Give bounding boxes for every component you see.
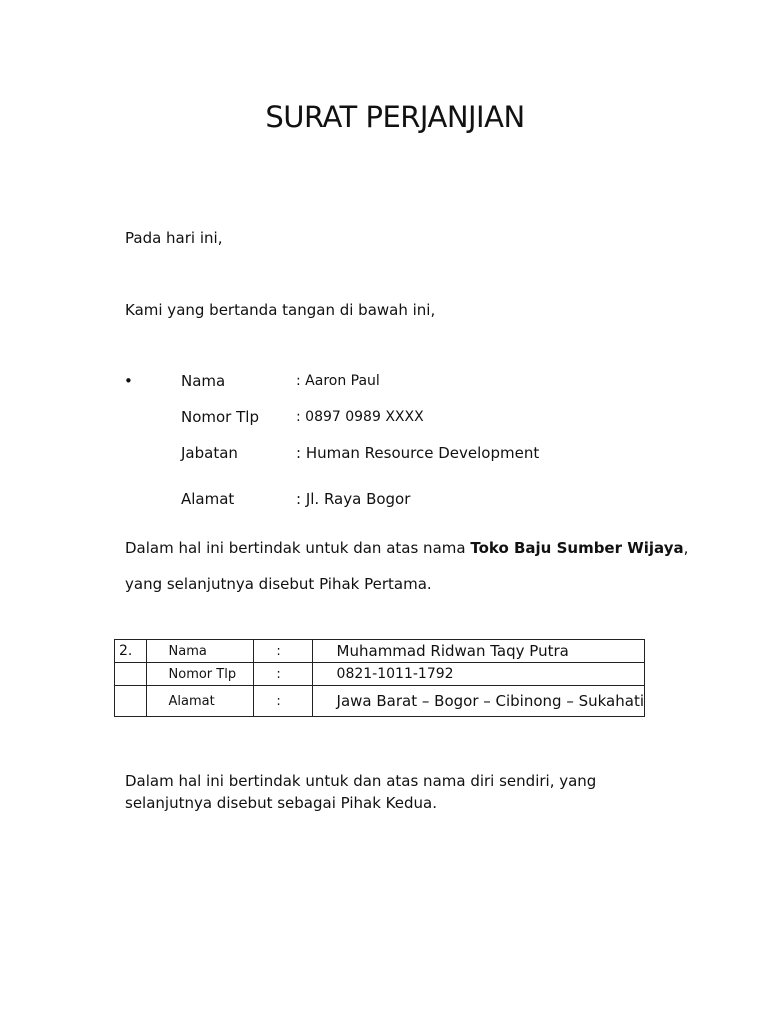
party1-position-value: : Human Resource Development xyxy=(296,444,540,462)
party1-address-value: : Jl. Raya Bogor xyxy=(296,490,411,508)
party1-statement-line2: yang selanjutnya disebut Pihak Pertama. xyxy=(125,575,432,593)
party1-statement-suffix: , xyxy=(683,539,689,557)
party2-phone-colon: : xyxy=(254,663,312,686)
party1-name-value: : Aaron Paul xyxy=(296,373,380,389)
party1-position-label: Jabatan xyxy=(181,444,238,462)
party1-company-name: Toko Baju Sumber Wijaya xyxy=(470,539,684,557)
party2-phone-value: 0821-1011-1792 xyxy=(312,663,644,686)
party1-statement-prefix: Dalam hal ini bertindak untuk dan atas nama xyxy=(125,539,471,557)
party1-phone-label: Nomor Tlp xyxy=(181,408,259,426)
party2-address-label: Alamat xyxy=(146,686,254,717)
party1-name-label: Nama xyxy=(181,372,226,390)
table-row xyxy=(115,640,645,663)
table-row xyxy=(115,686,645,717)
party2-address-value: Jawa Barat – Bogor – Cibinong – Sukahati xyxy=(312,686,644,717)
table-row xyxy=(115,663,645,686)
party2-table xyxy=(114,639,645,717)
party1-statement xyxy=(125,537,688,559)
party2-statement: Dalam hal ini bertindak untuk dan atas nama diri sendiri, yang selanjutnya disebut sebagai Pihak Kedua. xyxy=(125,772,597,812)
party1-phone-value: : 0897 0989 XXXX xyxy=(296,409,424,425)
party2-name-colon: : xyxy=(254,640,312,663)
party2-name-value: Muhammad Ridwan Taqy Putra xyxy=(312,640,644,663)
party2-number-empty xyxy=(115,663,147,686)
party2-number-empty xyxy=(115,686,147,717)
party1-address-label: Alamat xyxy=(181,490,235,508)
party2-address-colon: : xyxy=(254,686,312,717)
party2-name-label: Nama xyxy=(146,640,254,663)
opening-line: Pada hari ini, xyxy=(125,229,223,247)
document-title: SURAT PERJANJIAN xyxy=(265,100,525,134)
party2-phone-label: Nomor Tlp xyxy=(146,663,254,686)
intro-line: Kami yang bertanda tangan di bawah ini, xyxy=(125,301,436,319)
party2-number: 2. xyxy=(115,640,147,663)
bullet-icon: • xyxy=(124,372,133,390)
